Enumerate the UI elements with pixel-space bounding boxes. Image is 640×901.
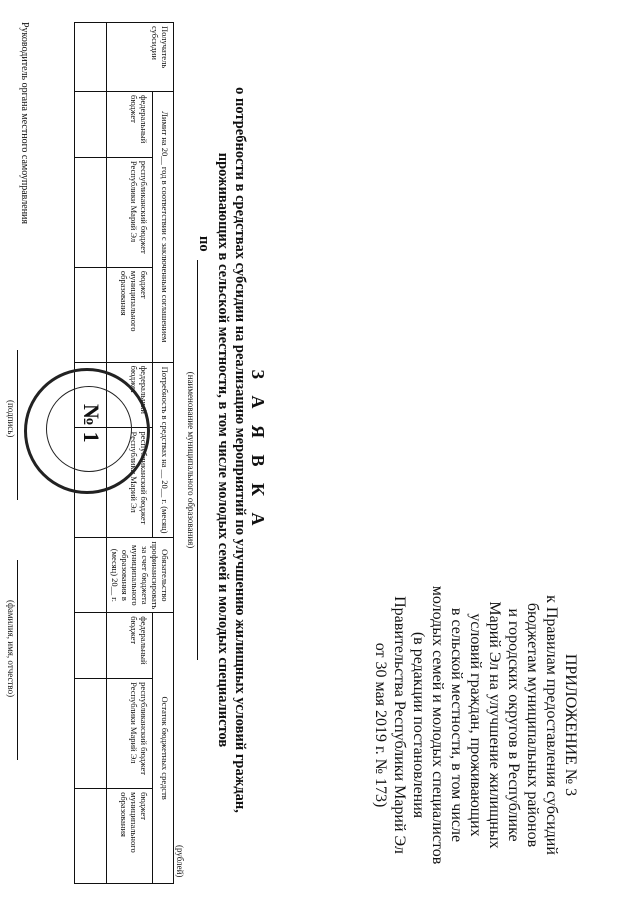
title: З А Я В К А	[248, 369, 268, 532]
sign-caption: (подпись)	[6, 400, 16, 438]
name-caption: (фамилия, имя, отчество)	[6, 600, 16, 698]
appendix-line: Правительства Республики Марий Эл	[391, 596, 408, 854]
appendix-line: от 30 мая 2019 г. № 173)	[372, 642, 389, 808]
head-label: Руководитель органа местного самоуправления	[19, 22, 30, 224]
units: (рублей)	[175, 845, 185, 878]
subject: о потребности в средствах субсидии на реализацию мероприятий по улучшению жилищных условий граждан, проживающих в сельской местности, в том числе молодых семей и молодых специалистов	[215, 87, 248, 813]
muni-caption: (наименование муниципального образования)	[186, 371, 196, 549]
appendix-line: молодых семей и молодых специалистов	[429, 585, 446, 865]
appendix-line: бюджетам муниципальных районов	[524, 602, 541, 848]
appendix-line: ПРИЛОЖЕНИЕ № 3	[562, 653, 579, 797]
appendix-line: (в редакции постановления	[410, 631, 427, 819]
appendix-line: и городских округов в Республике	[505, 608, 522, 842]
seal-number: № 1	[79, 404, 104, 443]
appendix-line: к Правилам предоставления субсидий	[543, 595, 560, 855]
appendix-line: условий граждан, проживающих	[467, 613, 484, 837]
po-label: по	[196, 236, 212, 252]
appendix-line: Марий Эл на улучшение жилищных	[486, 601, 503, 849]
appendix-line: в сельской местности, в том числе	[448, 607, 465, 843]
appendix-block	[371, 560, 580, 890]
subsidy-table: Получатель субсидии Лимит на 20__ год в соответствии с заключенным соглашением Потребность в средствах на __ 20__ г. (месяц) Обязательство профинансировать за счет бюджета муниципального образования в (месяц) 20__ г. Остаток бюджетных средств федеральный бюджет республиканский бюджет Республики Марий Эл бюджет муниципального образования федеральный бюджет республиканский бюджет Республики Марий Эл федеральный бюджет республиканский бюджет Республики Марий Эл бюджет муниципального образования	[74, 22, 174, 884]
